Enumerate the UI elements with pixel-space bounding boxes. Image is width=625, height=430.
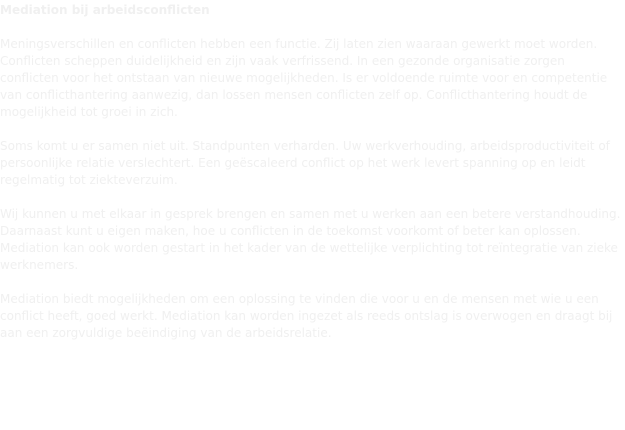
paragraph-1: Meningsverschillen en conflicten hebben een functie. Zij laten zien waaraan gewerkt moet worden. Conflicten scheppen duidelijkheid en zijn vaak verfrissend. In een gezonde organisatie zorgen conflicten voor het ontstaan van nieuwe mogelijkheden. Is er voldoende ruimte voor en competentie van conflicthantering aanwezig, dan lossen mensen conflicten zelf op. Conflicthantering houdt de mogelijkheid tot groei in zich.	[0, 37, 608, 119]
article-title: Mediation bij arbeidsconflicten	[0, 3, 210, 17]
paragraph-3: Wij kunnen u met elkaar in gesprek brengen en samen met u werken aan een betere verstandhouding. Daarnaast kunt u eigen maken, hoe u conflicten in de toekomst voorkomt of beter kan oplossen. Mediation kan ook worden gestart in het kader van de wettelijke verplichting tot reïntegratie van zieke werknemers.	[0, 207, 621, 272]
paragraph-2: Soms komt u er samen niet uit. Standpunten verharden. Uw werkverhouding, arbeidsproductiviteit of persoonlijke relatie verslechtert. Een geëscaleerd conflict op het werk levert spanning op en leidt regelmatig tot ziekteverzuim.	[0, 139, 610, 187]
paragraph-4: Mediation biedt mogelijkheden om een oplossing te vinden die voor u en de mensen met wie u een conflict heeft, goed werkt. Mediation kan worden ingezet als reeds ontslag is overwogen en draagt bij aan een zorgvuldige beëindiging van de arbeidsrelatie.	[0, 292, 613, 340]
